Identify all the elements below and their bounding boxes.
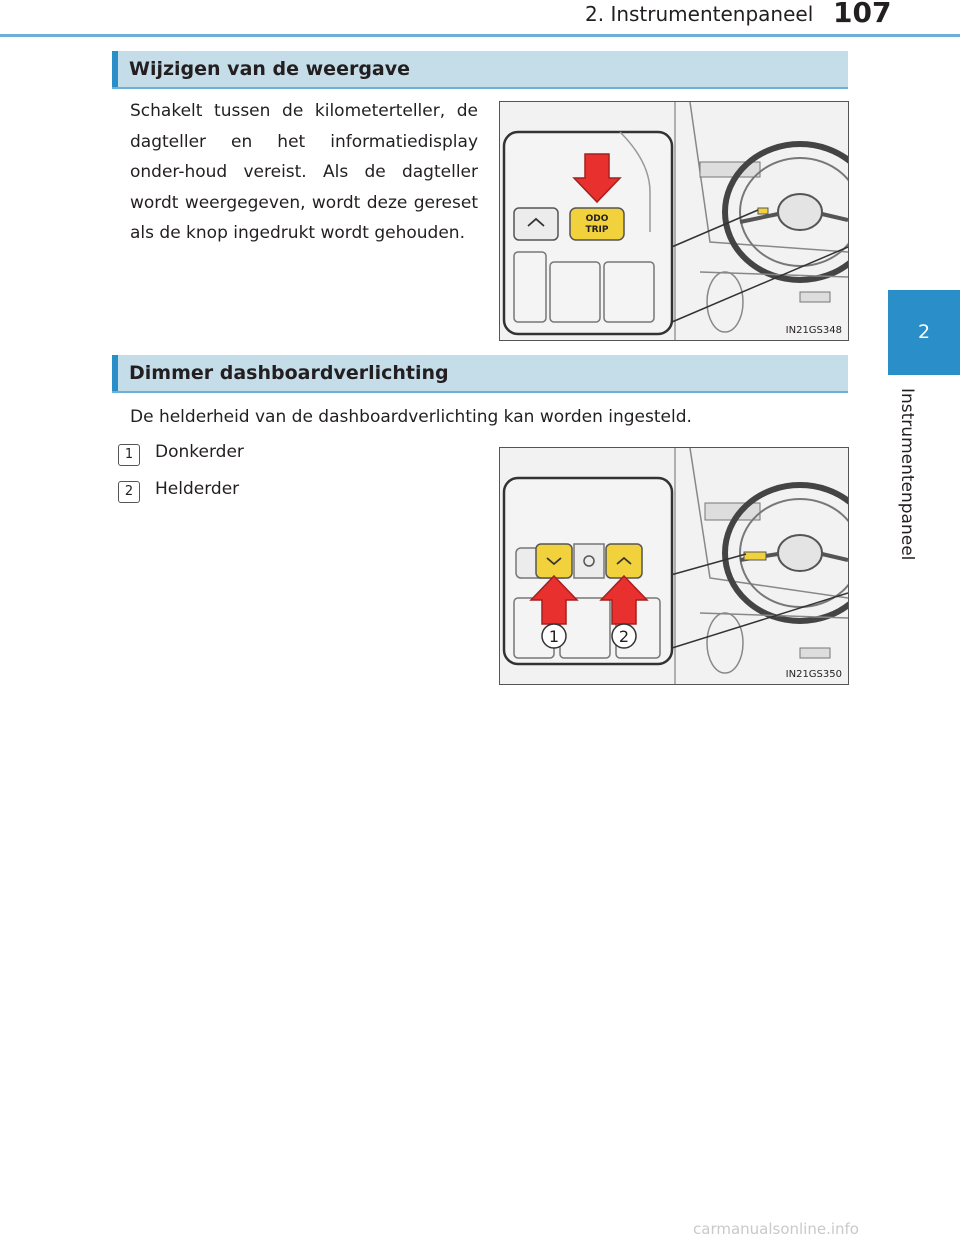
item-label: Donkerder — [155, 442, 244, 462]
section-paragraph-dimmer: De helderheid van de dashboardverlichting kan worden ingesteld. — [130, 407, 692, 427]
section-heading-dimmer — [112, 355, 848, 393]
chapter-tab[interactable]: 2 — [888, 290, 960, 375]
chapter-label: Instrumentenpaneel — [897, 388, 917, 561]
odo-label: ODO — [585, 214, 609, 224]
page-number: 107 — [833, 0, 892, 29]
dimmer-illustration — [500, 448, 848, 684]
watermark: carmanualsonline.info — [693, 1220, 859, 1238]
section-paragraph-display: Schakelt tussen de kilometerteller, de dagteller en het informatiedisplay onder-houd vereist. Als de dagteller wordt weergegeven, wordt deze gereset als de knop ingedrukt wordt gehouden. — [130, 101, 478, 243]
callout-1: 1 — [548, 627, 560, 646]
item-number-badge: 1 — [118, 444, 140, 466]
heading-accent-bar — [112, 355, 118, 391]
trip-label: TRIP — [585, 225, 609, 235]
callout-2: 2 — [618, 627, 630, 646]
figure-odo-trip-button — [499, 101, 849, 341]
figure-code: IN21GS350 — [785, 669, 842, 680]
header-rule — [0, 34, 960, 37]
item-number-badge: 2 — [118, 481, 140, 503]
section-heading-text: Wijzigen van de weergave — [129, 58, 411, 80]
section-heading-display — [112, 51, 848, 89]
item-label: Helderder — [155, 479, 240, 499]
section-heading-text: Dimmer dashboardverlichting — [129, 362, 449, 384]
odo-trip-illustration — [500, 102, 848, 340]
figure-code: IN21GS348 — [785, 325, 842, 336]
running-header-title: 2. Instrumentenpaneel — [585, 2, 814, 26]
figure-dimmer-buttons — [499, 447, 849, 685]
heading-accent-bar — [112, 51, 118, 87]
chapter-label-container — [893, 388, 919, 568]
